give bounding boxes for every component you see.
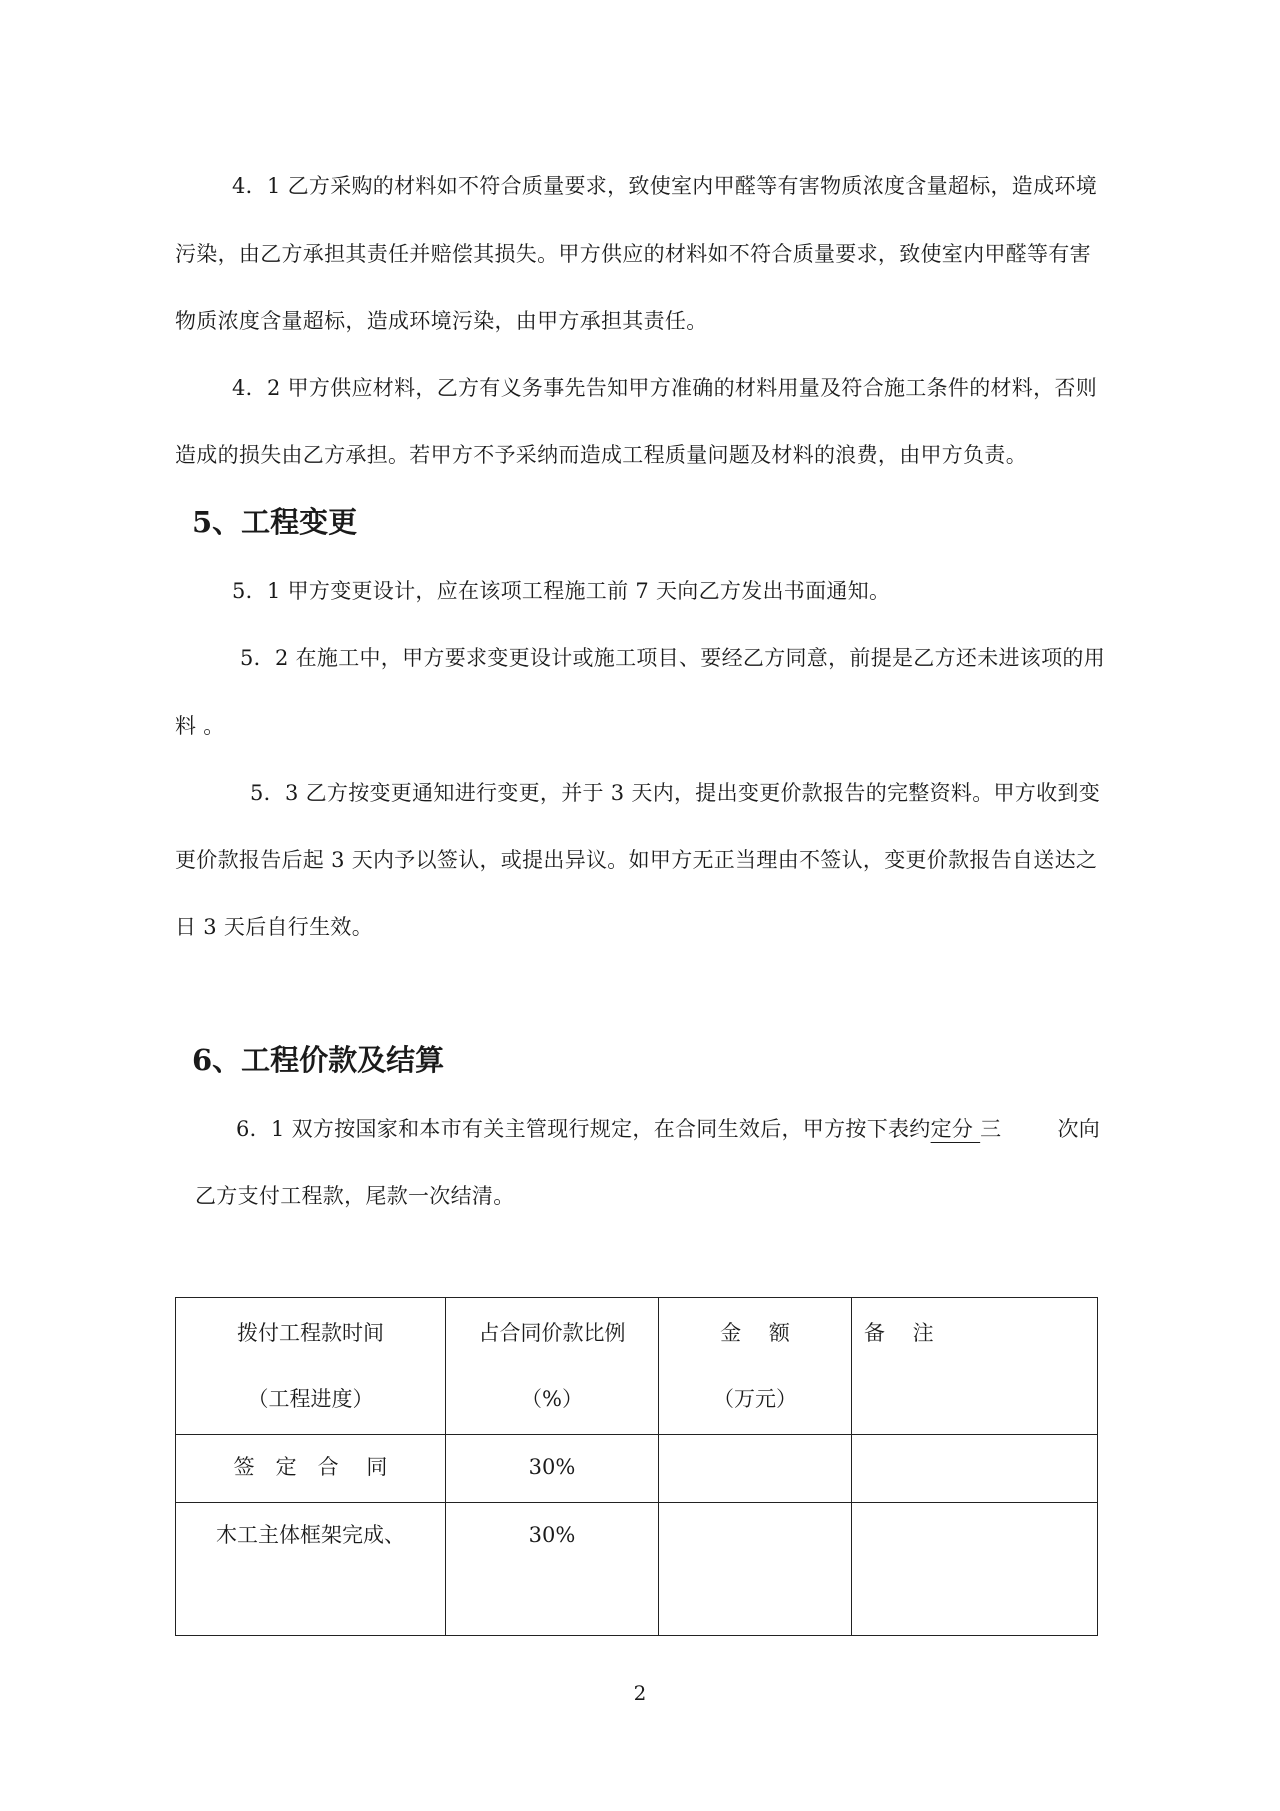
row-2-note — [852, 1503, 1098, 1636]
paragraph-4-1-line-3: 物质浓度含量超标，造成环境污染，由甲方承担其责任。 — [175, 309, 708, 333]
paragraph-4-1-line-2: 污染，由乙方承担其责任并赔偿其损失。甲方供应的材料如不符合质量要求，致使室内甲醛等有害 — [175, 242, 1091, 266]
row-2-ratio: 30% — [446, 1503, 659, 1636]
row-1-note — [852, 1435, 1098, 1503]
header-stage-sublabel: （工程进度） — [247, 1387, 374, 1411]
table-row — [176, 1435, 1098, 1503]
header-cell-amount — [659, 1298, 852, 1435]
table-header-row — [176, 1298, 1098, 1435]
header-ratio-sublabel: （%） — [521, 1387, 583, 1411]
row-2-stage: 木工主体框架完成、 — [176, 1503, 446, 1636]
row-1-ratio: 30% — [446, 1435, 659, 1503]
paragraph-5-3-line-1: 5．3 乙方按变更通知进行变更，并于 3 天内，提出变更价款报告的完整资料。甲方收到变 — [250, 781, 1101, 805]
header-cell-ratio — [446, 1298, 659, 1435]
paragraph-5-1: 5．1 甲方变更设计，应在该项工程施工前 7 天向乙方发出书面通知。 — [232, 579, 891, 603]
header-stage-label: 拨付工程款时间 — [237, 1321, 384, 1345]
paragraph-4-2-line-1: 4．2 甲方供应材料，乙方有义务事先告知甲方准确的材料用量及符合施工条件的材料，否则 — [232, 376, 1097, 400]
row-2-amount — [659, 1503, 852, 1636]
row-1-stage: 签 定 合 同 — [176, 1435, 446, 1503]
section-6-heading: 6、工程价款及结算 — [192, 1043, 445, 1077]
header-cell-note — [852, 1298, 1098, 1435]
paragraph-5-2-line-1: 5．2 在施工中，甲方要求变更设计或施工项目、要经乙方同意，前提是乙方还未进该项的用 — [240, 646, 1105, 670]
page-number: 2 — [633, 1681, 647, 1705]
paragraph-6-1-text-a: 6．1 双方按国家和本市有关主管现行规定，在合同生效后，甲方按下表约 — [236, 1117, 931, 1141]
paragraph-6-1-line-2: 乙方支付工程款，尾款一次结清。 — [195, 1184, 515, 1208]
table-row — [176, 1503, 1098, 1636]
paragraph-6-1-text-b: 次向 — [1057, 1117, 1101, 1141]
header-amount-label: 金 额 — [720, 1321, 790, 1345]
paragraph-6-1-line-1 — [236, 1114, 1100, 1144]
paragraph-5-3-line-2: 更价款报告后起 3 天内予以签认，或提出异议。如甲方无正当理由不签认，变更价款报告自送达之 — [175, 848, 1098, 872]
section-5-heading: 5、工程变更 — [192, 505, 358, 539]
header-amount-sublabel: （万元） — [713, 1387, 797, 1411]
paragraph-4-1-line-1: 4．1 乙方采购的材料如不符合质量要求，致使室内甲醛等有害物质浓度含量超标，造成环境 — [232, 174, 1097, 198]
header-cell-stage — [176, 1298, 446, 1435]
paragraph-6-1-underlined: 定分 — [930, 1117, 981, 1141]
paragraph-6-1-installments: 三 — [980, 1117, 1002, 1141]
payment-schedule-table — [175, 1297, 1098, 1636]
row-1-amount — [659, 1435, 852, 1503]
paragraph-4-2-line-2: 造成的损失由乙方承担。若甲方不予采纳而造成工程质量问题及材料的浪费，由甲方负责。 — [175, 443, 1027, 467]
paragraph-5-2-line-2: 料 。 — [175, 714, 225, 738]
paragraph-5-3-line-3: 日 3 天后自行生效。 — [175, 915, 374, 939]
header-ratio-label: 占合同价款比例 — [478, 1321, 626, 1345]
header-note-label: 备 注 — [864, 1321, 934, 1345]
